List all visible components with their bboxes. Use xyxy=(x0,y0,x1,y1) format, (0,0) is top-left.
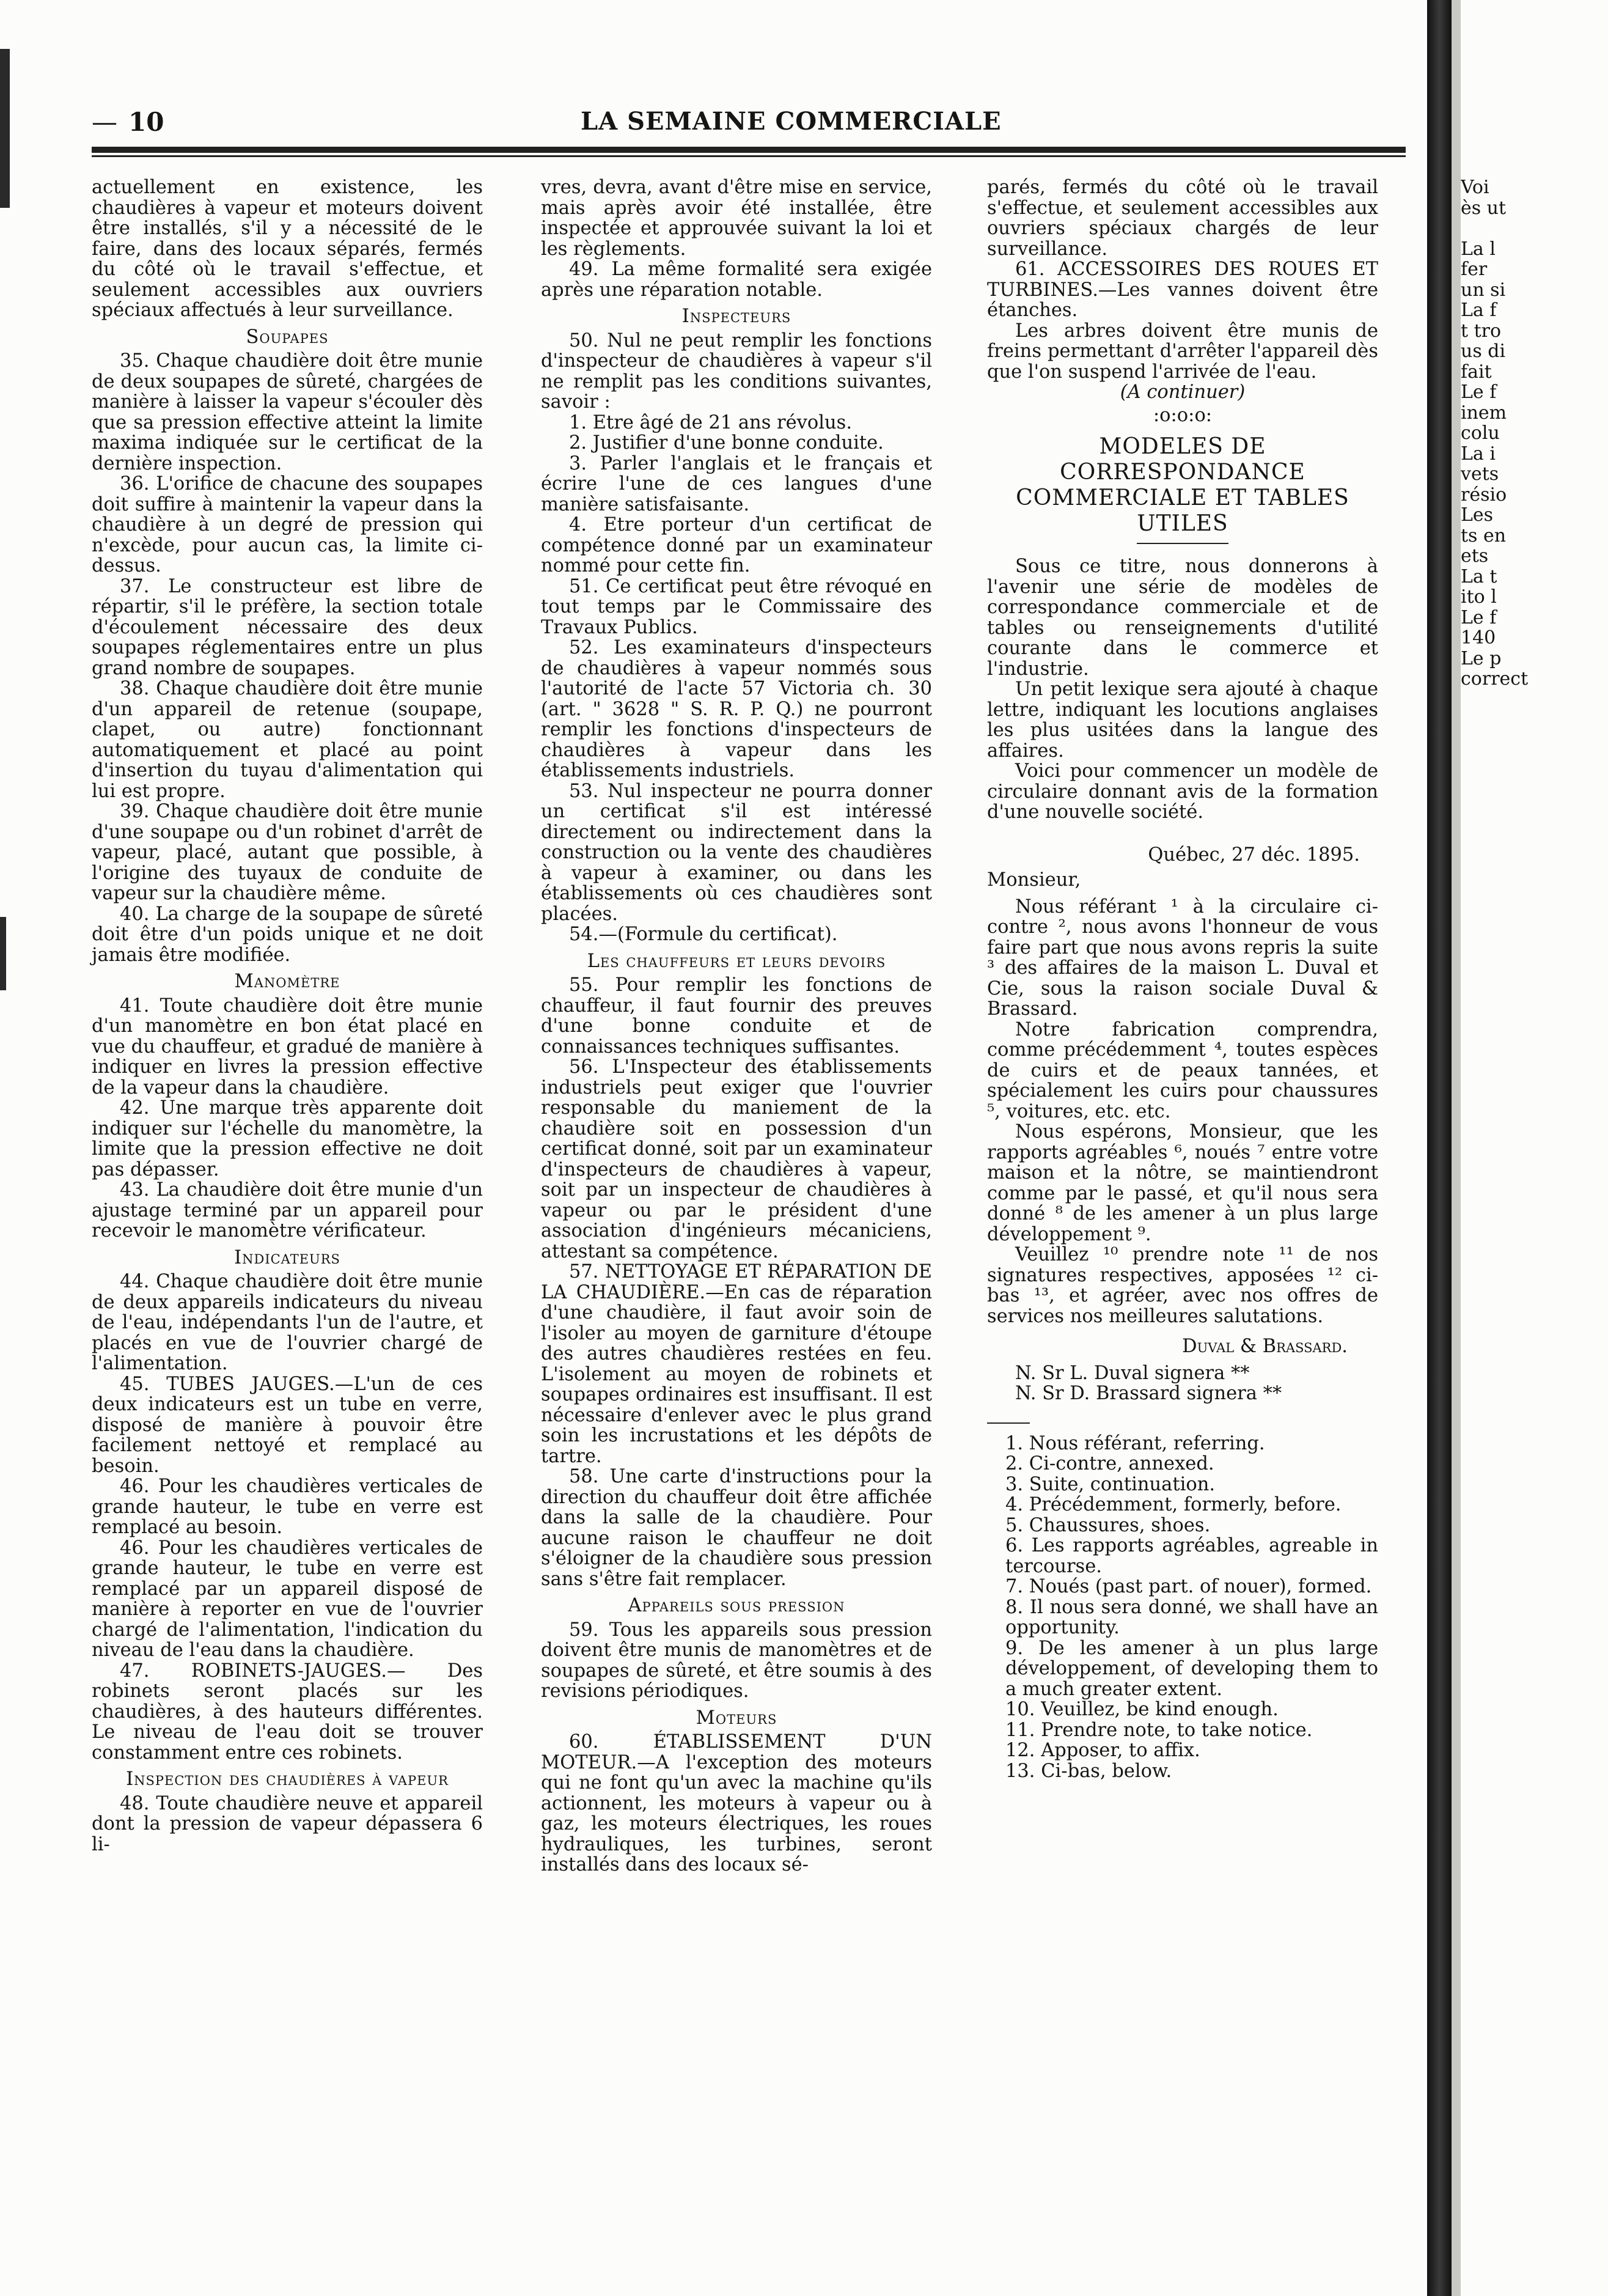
section-heading-indicateurs: Indicateurs xyxy=(234,1246,340,1268)
glossary-item: 1. Nous référant, referring. xyxy=(1005,1432,1265,1454)
glossary-item: 8. Il nous sera donné, we shall have an opportunity. xyxy=(1005,1596,1378,1638)
page-binding-edge xyxy=(1452,0,1461,2296)
article-49: 49. La même formalité sera exigée après une réparation notable. xyxy=(541,259,932,301)
article-36: 36. L'orifice de chacune des soupapes doit suffire à maintenir la vapeur dans la chaudière à un degré de pression qui n'excède, pour aucun cas, la limite ci-dessus. xyxy=(92,473,483,576)
fragment-line: un si xyxy=(1461,279,1506,301)
glossary-item: 2. Ci-contre, annexed. xyxy=(1005,1453,1214,1474)
glossary-rule xyxy=(987,1422,1030,1424)
letter-paragraph: Veuillez ¹⁰ prendre note ¹¹ de nos signatures respectives, apposées ¹² ci-bas ¹³, et agréer, avec nos offres de services nos meilleures salutations. xyxy=(987,1244,1378,1327)
article-37: 37. Le constructeur est libre de répartir, s'il le préfère, la section totale d'écoulement nécessaire des deux soupapes réglementaires entre un plus grand nombre de soupapes. xyxy=(92,575,483,679)
page-number-dash: — xyxy=(92,107,117,137)
fragment-line: ès ut xyxy=(1461,197,1507,219)
paragraph: Les arbres doivent être munis de freins permettant d'arrêter l'appareil dès que l'on suspend l'arrivée de l'eau. xyxy=(987,320,1378,383)
article-53: 53. Nul inspecteur ne pourra donner un certificat s'il est intéressé directement ou indirectement dans la construction ou la vente des chaudières à vapeur à examiner, ou dans les établissements où ces chaudières sont placées. xyxy=(541,780,932,925)
page-binding-shadow xyxy=(1427,0,1452,2296)
column-3 xyxy=(987,177,1378,1781)
fragment-line: us di xyxy=(1461,340,1506,362)
article-51: 51. Ce certificat peut être révoqué en tout temps par le Commissaire des Travaux Publics. xyxy=(541,575,932,638)
glossary-item: 7. Noués (past part. of nouer), formed. xyxy=(1005,1576,1372,1597)
fragment-line: correct xyxy=(1461,668,1529,690)
column-1 xyxy=(92,177,483,1855)
column-2 xyxy=(541,177,932,1875)
fragment-line: Le p xyxy=(1461,647,1502,669)
article-50: 50. Nul ne peut remplir les fonctions d'inspecteur de chaudières à vapeur s'il ne remplit pas les conditions suivantes, savoir : xyxy=(541,329,932,413)
header-rule-thin xyxy=(92,155,1406,157)
article-52: 52. Les examinateurs d'inspecteurs de chaudières à vapeur nommés sous l'autorité de l'acte 57 Victoria ch. 30 (art. " 3628 " S. R. P. Q.) ne pourront remplir les fonctions d'inspecteurs de chaudières à vapeur dans les établissements industriels. xyxy=(541,637,932,781)
article-45: 45. TUBES JAUGES.—L'un de ces deux indicateurs est un tube en verre, disposé de manière à pouvoir être facilement nettoyé et remplacé au besoin. xyxy=(92,1373,483,1477)
adjacent-page-fragment xyxy=(1461,177,1546,690)
letter-paragraph: Nous espérons, Monsieur, que les rapports agréables ⁶, noués ⁷ entre votre maison et la nôtre, se maintiendront comme par le passé, et qu'il nous sera donné ⁸ de les amener à un plus large développement ⁹. xyxy=(987,1121,1378,1245)
glossary-item: 4. Précédemment, formerly, before. xyxy=(1005,1494,1342,1515)
continue-note: (A continuer) xyxy=(1120,381,1246,403)
article-47: 47. ROBINETS-JAUGES.— Des robinets seront placés sur les chaudières, à des hauteurs différentes. Le niveau de l'eau doit se trouver constamment entre ces robinets. xyxy=(92,1660,483,1764)
section-heading-manometre: Manomètre xyxy=(234,971,340,992)
article-42: 42. Une marque très apparente doit indiquer sur l'échelle du manomètre, la limite que la pression effective ne doit pas dépasser. xyxy=(92,1097,483,1180)
letter-date: Québec, 27 déc. 1895. xyxy=(1148,844,1360,866)
article-58: 58. Une carte d'instructions pour la direction du chauffeur doit être affichée dans la salle de la chaudière. Pour aucune raison le chauffeur ne doit s'éloigner de la chaudière sous pression sans s'être fait remplacer. xyxy=(541,1466,932,1590)
fragment-line: 140 xyxy=(1461,627,1496,649)
fragment-line: Le f xyxy=(1461,381,1497,403)
glossary-list xyxy=(987,1433,1378,1782)
intro-paragraph: Un petit lexique sera ajouté à chaque lettre, indiquant les locutions anglaises les plus usitées dans la langue des affaires. xyxy=(987,679,1378,762)
glossary-item: 9. De les amener à un plus large développement, of developing them to a much greater extent. xyxy=(1005,1637,1378,1700)
paragraph: actuellement en existence, les chaudières à vapeur et moteurs doivent être installés, s'il y a nécessité de le faire, dans des locaux séparés, fermés du côté où le travail s'effectue, et seulement accessibles aux ouvriers spéciaux affectués à leur surveillance. xyxy=(92,177,483,321)
fragment-line: Voi xyxy=(1461,177,1489,198)
article-title: MODELES DE CORRESPONDANCE COMMERCIALE ET TABLES UTILES xyxy=(1016,434,1349,536)
glossary-item: 3. Suite, continuation. xyxy=(1005,1473,1216,1495)
article-46a: 46. Pour les chaudières verticales de grande hauteur, le tube en verre est remplacé au besoin. xyxy=(92,1476,483,1538)
article-61: 61. ACCESSOIRES DES ROUES ET TURBINES.—Les vannes doivent être étanches. xyxy=(987,259,1378,321)
article-54: 54.—(Formule du certificat). xyxy=(569,924,838,945)
letter-signature: Duval & Brassard. xyxy=(1182,1336,1348,1357)
paragraph: vres, devra, avant d'être mise en service, mais après avoir été installée, être inspectée et approuvée suivant la loi et les règlements. xyxy=(541,177,932,260)
article-57: 57. NETTOYAGE ET RÉPARATION DE LA CHAUDIÈRE.—En cas de réparation d'une chaudière, il faut avoir soin de l'isoler au moyen de garniture d'étoupe des autres chaudières restées en feu. L'isolement au moyen de robinets et soupapes ordinaires est insuffisant. Il est nécessaire d'enlever avec le plus grand soin les incrustations et les dépôts de tartre. xyxy=(541,1261,932,1467)
page-number: 10 xyxy=(128,107,164,137)
fragment-line: La l xyxy=(1461,238,1496,260)
signature-line: N. Sr D. Brassard signera ** xyxy=(1015,1383,1282,1404)
glossary-item: 11. Prendre note, to take notice. xyxy=(1005,1719,1313,1741)
fragment-line: inem xyxy=(1461,402,1507,424)
article-43: 43. La chaudière doit être munie d'un ajustage terminé par un appareil pour recevoir le manomètre vérificateur. xyxy=(92,1179,483,1242)
section-heading-moteurs: Moteurs xyxy=(696,1707,777,1729)
fragment-line: Les xyxy=(1461,504,1494,526)
glossary-item: 5. Chaussures, shoes. xyxy=(1005,1514,1211,1536)
fragment-line: La t xyxy=(1461,565,1497,587)
article-41: 41. Toute chaudière doit être munie d'un manomètre en bon état placé en vue du chauffeur, et gradué de manière à indiquer en livres la pression effective de la vapeur dans la chaudière. xyxy=(92,995,483,1098)
section-heading-soupapes: Soupapes xyxy=(246,326,329,348)
fragment-line: vets xyxy=(1461,463,1499,485)
left-margin-mark xyxy=(0,917,6,990)
letter-paragraph: Nous référant ¹ à la circulaire ci-contre ², nous avons l'honneur de vous faire part que nous avons repris la suite ³ des affaires de la maison L. Duval et Cie, sous la raison sociale Duval & Brassard. xyxy=(987,896,1378,1020)
letter-paragraph: Notre fabrication comprendra, comme précédemment ⁴, toutes espèces de cuirs et de peaux tannées, et spécialement les cuirs pour chaussures ⁵, voitures, etc. etc. xyxy=(987,1018,1378,1122)
article-46b: 46. Pour les chaudières verticales de grande hauteur, le tube en verre est remplacé par un appareil disposé de manière à reporter en vue de l'ouvrier chargé de l'alimentation, l'indication du niveau de l'eau dans la chaudière. xyxy=(92,1537,483,1661)
fragment-line: La f xyxy=(1461,300,1497,321)
article-59: 59. Tous les appareils sous pression doivent être munis de manomètres et de soupapes de sûreté, et être soumis à des revisions périodiques. xyxy=(541,1619,932,1702)
article-48: 48. Toute chaudière neuve et appareil dont la pression de vapeur dépassera 6 li- xyxy=(92,1792,483,1855)
running-title: LA SEMAINE COMMERCIALE xyxy=(581,107,1002,136)
header-rule xyxy=(92,147,1406,153)
glossary-item: 10. Veuillez, be kind enough. xyxy=(1005,1699,1279,1720)
section-heading-inspecteurs: Inspecteurs xyxy=(681,306,791,327)
fragment-line: ito l xyxy=(1461,586,1497,608)
glossary-item: 12. Apposer, to affix. xyxy=(1005,1740,1200,1761)
article-55: 55. Pour remplir les fonctions de chauffeur, il faut fournir des preuves d'une bonne conduite et de connaissances techniques suffisantes. xyxy=(541,974,932,1058)
article-40: 40. La charge de la soupape de sûreté doit être d'un poids unique et ne doit jamais être modifiée. xyxy=(92,903,483,966)
glossary-item: 13. Ci-bas, below. xyxy=(1005,1760,1172,1782)
separator: :o:o:o: xyxy=(1153,404,1213,426)
paragraph: parés, fermés du côté où le travail s'effectue, et seulement accessibles aux ouvriers spéciaux chargés de leur surveillance. xyxy=(987,177,1378,260)
signature-line: N. Sr L. Duval signera ** xyxy=(1015,1362,1250,1384)
article-56: 56. L'Inspecteur des établissements industriels peut exiger que l'ouvrier responsable du maniement de la chaudière soit en possession d'un certificat donné, soit par un examinateur d'inspecteurs de chaudières à vapeur, soit par un inspecteur de chaudières à vapeur ou par le président d'une association d'ingénieurs mécaniciens, attestant sa compétence. xyxy=(541,1056,932,1262)
condition-3: 3. Parler l'anglais et le français et écrire l'une de ces langues d'une manière satisfaisante. xyxy=(541,452,932,515)
page-header xyxy=(92,107,1406,150)
fragment-line: ets xyxy=(1461,545,1489,567)
fragment-line: t tro xyxy=(1461,320,1502,342)
fragment-line: fer xyxy=(1461,259,1488,280)
condition-4: 4. Etre porteur d'un certificat de compétence donné par un examinateur nommé pour cette fin. xyxy=(541,514,932,576)
title-rule xyxy=(1137,543,1228,544)
section-heading-chauffeurs: Les chauffeurs et leurs devoirs xyxy=(587,950,886,972)
fragment-line: La i xyxy=(1461,443,1496,465)
condition-1: 1. Etre âgé de 21 ans révolus. xyxy=(569,411,853,433)
article-60: 60. ÉTABLISSEMENT D'UN MOTEUR.—A l'exception des moteurs qui ne font qu'un avec la machine qu'ils actionnent, les moteurs à vapeur ou à gaz, les moteurs électriques, les roues hydrauliques, les turbines, seront installés dans des locaux sé- xyxy=(541,1731,932,1875)
left-margin-mark xyxy=(0,49,10,208)
fragment-line: colu xyxy=(1461,422,1500,444)
article-38: 38. Chaque chaudière doit être munie d'un appareil de retenue (soupape, clapet, ou autre) fonctionnant automatiquement et placé au point d'insertion du tuyau d'alimentation qui lui est propre. xyxy=(92,678,483,802)
glossary-item: 6. Les rapports agréables, agreable in tercourse. xyxy=(1005,1535,1378,1577)
fragment-line: Le f xyxy=(1461,606,1497,628)
fragment-line: fait xyxy=(1461,361,1492,383)
section-heading-appareils: Appareils sous pression xyxy=(628,1595,845,1616)
intro-paragraph: Sous ce titre, nous donnerons à l'avenir une série de modèles de correspondance commerciale et de tables ou renseignements d'utilité courante dans le commerce et l'industrie. xyxy=(987,556,1378,680)
article-39: 39. Chaque chaudière doit être munie d'une soupape ou d'un robinet d'arrêt de vapeur, placé, autant que possible, à l'origine des tuyaux de conduite de vapeur sur la chaudière même. xyxy=(92,801,483,904)
article-44: 44. Chaque chaudière doit être munie de deux appareils indicateurs du niveau de l'eau, indépendants l'un de l'autre, et placés en vue de l'ouvrier chargé de l'alimentation. xyxy=(92,1271,483,1374)
fragment-line: résio xyxy=(1461,484,1507,506)
fragment-line xyxy=(1461,218,1546,239)
condition-2: 2. Justifier d'une bonne conduite. xyxy=(569,432,884,454)
fragment-line: ts en xyxy=(1461,524,1507,546)
letter-salutation: Monsieur, xyxy=(987,869,1081,891)
article-35: 35. Chaque chaudière doit être munie de deux soupapes de sûreté, chargées de manière à laisser la vapeur s'écouler dès que sa pression effective atteint la limite maxima indiquée sur le certificat de la dernière inspection. xyxy=(92,350,483,474)
intro-paragraph: Voici pour commencer un modèle de circulaire donnant avis de la formation d'une nouvelle société. xyxy=(987,760,1378,823)
section-heading-inspection: Inspection des chaudières à vapeur xyxy=(126,1768,449,1790)
